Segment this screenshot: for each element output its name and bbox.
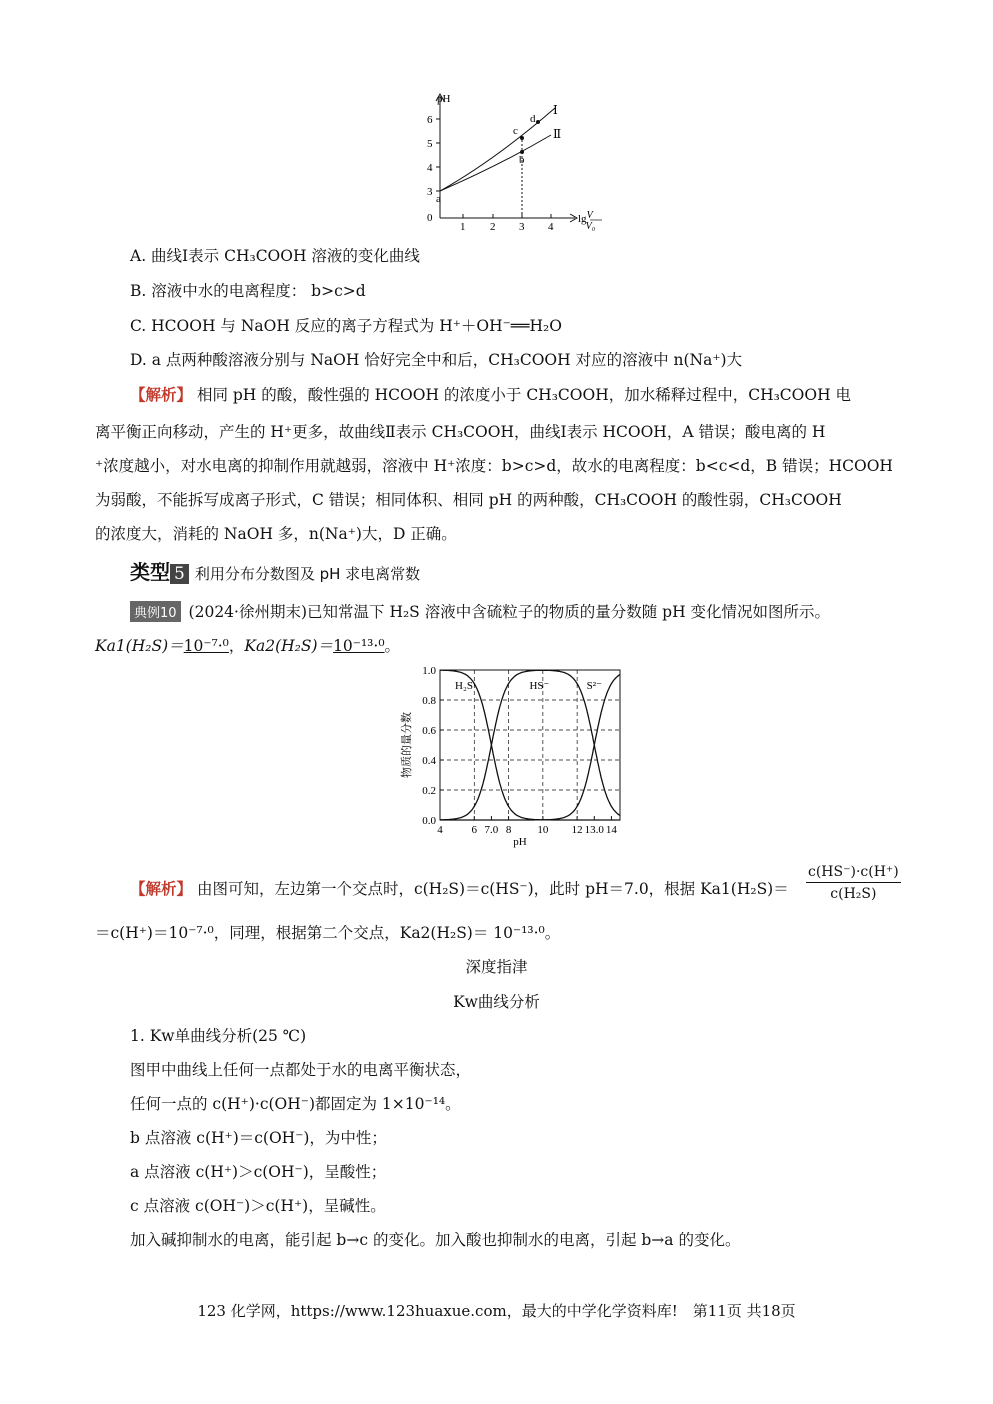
analysis-1-line-5: 的浓度大，消耗的 NaOH 多，n(Na⁺)大，D 正确。 bbox=[95, 525, 457, 543]
ytick-label: 0.6 bbox=[422, 725, 436, 737]
point-d: d bbox=[530, 113, 536, 125]
ytick-label: 0.0 bbox=[422, 815, 436, 827]
option-d: D. a 点两种酸溶液分别与 NaOH 恰好完全中和后，CH₃COOH 对应的溶液中 n(Na⁺)大 bbox=[130, 351, 743, 369]
analysis-1-line-3: ⁺浓度越小，对水电离的抑制作用就越弱，溶液中 H⁺浓度：b>c>d，故水的电离程度：b<c<d，B 错误；HCOOH bbox=[95, 457, 893, 475]
fraction-numerator: c(HS⁻)·c(H⁺) bbox=[806, 864, 901, 883]
kw-line-6: c 点溶液 c(OH⁻)＞c(H⁺)，呈碱性。 bbox=[130, 1197, 386, 1215]
kw-line-3: 任何一点的 c(H⁺)·c(OH⁻)都固定为 1×10⁻¹⁴。 bbox=[130, 1095, 461, 1113]
xtick-4: 4 bbox=[548, 221, 554, 233]
kw-line-1: 1. Kw单曲线分析(25 ℃) bbox=[130, 1027, 307, 1045]
ytick-5: 5 bbox=[427, 138, 433, 150]
series-label: H₂S bbox=[455, 680, 473, 692]
point-b: b bbox=[519, 154, 525, 166]
analysis-1-line-1: 【解析】 相同 pH 的酸，酸性强的 HCOOH 的浓度小于 CH₃COOH，加水稀释过程中，CH₃COOH 电 bbox=[130, 385, 852, 404]
series-label: HS⁻ bbox=[529, 680, 550, 692]
xtick-label: 14 bbox=[605, 824, 617, 836]
type-heading bbox=[130, 556, 420, 585]
xtick-label: 4 bbox=[437, 824, 443, 836]
xtick-3: 3 bbox=[519, 221, 525, 233]
series-label: S²⁻ bbox=[586, 680, 602, 692]
ytick-0: 0 bbox=[427, 212, 433, 224]
series-curve-0 bbox=[440, 670, 620, 820]
y-axis-label: pH bbox=[437, 93, 451, 105]
xtick-2: 2 bbox=[490, 221, 496, 233]
option-b: B. 溶液中水的电离程度： b>c>d bbox=[130, 282, 366, 300]
xtick-label: 8 bbox=[505, 824, 512, 836]
option-a: A. 曲线Ⅰ表示 CH₃COOH 溶液的变化曲线 bbox=[130, 247, 420, 265]
point-a: a bbox=[436, 193, 441, 205]
xtick-1: 1 bbox=[460, 221, 466, 233]
xtick-label: 13.0 bbox=[584, 824, 604, 836]
label-II: Ⅱ bbox=[553, 127, 562, 141]
series-curve-2 bbox=[440, 675, 620, 820]
fraction bbox=[806, 864, 901, 902]
example-tag: 典例10 bbox=[130, 601, 181, 622]
section-subheading: Kw曲线分析 bbox=[453, 993, 540, 1011]
ytick-label: 0.4 bbox=[422, 755, 436, 767]
point-c: c bbox=[513, 125, 518, 137]
ka1-answer: 10⁻⁷·⁰ bbox=[183, 637, 229, 655]
ytick-label: 0.8 bbox=[422, 695, 436, 707]
analysis-1-line-4: 为弱酸，不能拆写成离子形式，C 错误；相同体积、相同 pH 的两种酸，CH₃COOH 的酸性弱，CH₃COOH bbox=[95, 491, 842, 509]
section-heading: 深度指津 bbox=[465, 958, 528, 976]
fraction-denominator: c(H₂S) bbox=[830, 886, 877, 902]
analysis-2-line-1: 【解析】 由图可知，左边第一个交点时，c(H₂S)＝c(HS⁻)，此时 pH＝7.0，根据 Ka1(H₂S)＝ bbox=[130, 879, 789, 898]
y-axis-label: 物质的量分数 bbox=[401, 712, 413, 778]
option-c: C. HCOOH 与 NaOH 反应的离子方程式为 H⁺＋OH⁻══H₂O bbox=[130, 317, 562, 335]
ytick-label: 1.0 bbox=[422, 665, 436, 677]
plot-frame bbox=[440, 670, 620, 820]
page-footer: 123 化学网，https://www.123huaxue.com，最大的中学化学资料库! 第11页 共18页 bbox=[197, 1302, 796, 1320]
ytick-4: 4 bbox=[427, 162, 433, 174]
example-line-1: 典例10 (2024·徐州期末)已知常温下 H₂S 溶液中含硫粒子的物质的量分数随 pH 变化情况如图所示。 bbox=[130, 600, 830, 622]
type-title: 利用分布分数图及 pH 求电离常数 bbox=[194, 565, 421, 583]
ytick-6: 6 bbox=[427, 114, 433, 126]
ka2-answer: 10⁻¹³·⁰ bbox=[333, 637, 385, 655]
series-curve-1 bbox=[440, 670, 620, 820]
kw-line-7: 加入碱抑制水的电离，能引起 b→c 的变化。加入酸也抑制水的电离，引起 b→a 的变化。 bbox=[130, 1231, 741, 1249]
curve-II bbox=[440, 135, 551, 191]
x-axis-label: pH bbox=[513, 836, 527, 848]
example-line-2: Ka1(H₂S)＝10⁻⁷·⁰，Ka2(H₂S)＝10⁻¹³·⁰。 bbox=[95, 637, 401, 655]
ytick-label: 0.2 bbox=[422, 785, 436, 797]
kw-line-2: 图甲中曲线上任何一点都处于水的电离平衡状态， bbox=[130, 1061, 472, 1079]
ytick-3: 3 bbox=[427, 186, 433, 198]
analysis-1-line-2: 离平衡正向移动，产生的 H⁺更多，故曲线Ⅱ表示 CH₃COOH，曲线Ⅰ表示 HCOOH，A 错误；酸电离的 H bbox=[95, 423, 826, 441]
analysis-tag: 【解析】 bbox=[130, 385, 193, 404]
label-I: Ⅰ bbox=[553, 103, 558, 117]
type-label: 类型 bbox=[130, 560, 170, 584]
x-axis-label: lgV V₀ bbox=[578, 210, 596, 232]
kw-line-4: b 点溶液 c(H⁺)＝c(OH⁻)，为中性； bbox=[130, 1129, 387, 1147]
xtick-label: 12 bbox=[571, 824, 583, 836]
xtick-label: 7.0 bbox=[484, 824, 499, 836]
ph-dilution-chart bbox=[415, 90, 615, 238]
xtick-label: 10 bbox=[537, 824, 549, 836]
kw-line-5: a 点溶液 c(H⁺)＞c(OH⁻)，呈酸性； bbox=[130, 1163, 387, 1181]
analysis-2-line-2: ＝c(H⁺)＝10⁻⁷·⁰，同理，根据第二个交点，Ka2(H₂S)＝ 10⁻¹³·⁰。 bbox=[95, 924, 561, 942]
h2s-distribution-chart bbox=[395, 660, 635, 850]
xtick-label: 6 bbox=[471, 824, 478, 836]
type-number: 5 bbox=[170, 564, 189, 584]
